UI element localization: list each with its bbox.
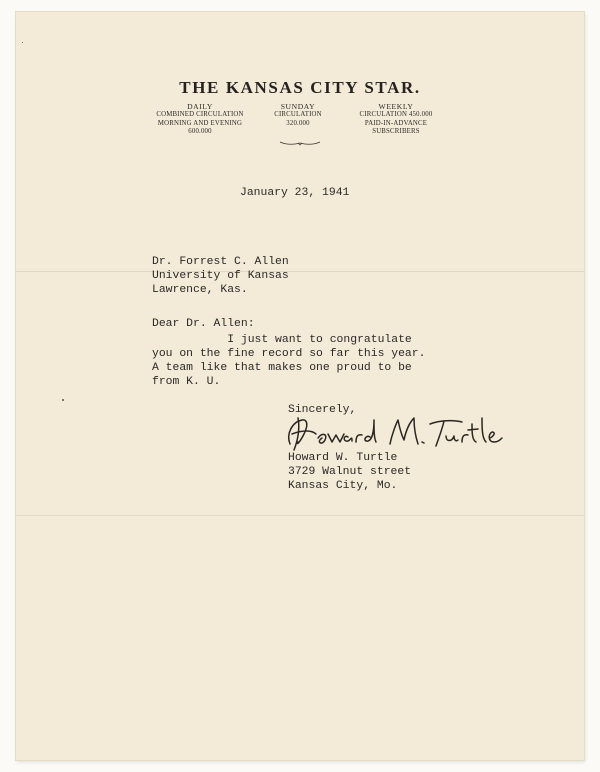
sunday-circulation-column: [258, 103, 338, 128]
paper-speck: [22, 42, 23, 43]
signer-block: [288, 451, 411, 493]
body-line: you on the fine record so far this year.: [152, 348, 426, 360]
complimentary-close: Sincerely,: [288, 404, 357, 416]
column-heading: SUNDAY: [280, 102, 316, 111]
body-line: A team like that makes one proud to be: [152, 362, 412, 374]
column-line: 320.000: [286, 119, 310, 127]
column-heading: DAILY: [187, 102, 213, 111]
signer-address-line: Kansas City, Mo.: [288, 480, 398, 492]
weekly-circulation-column: [342, 103, 450, 137]
column-line: CIRCULATION: [274, 111, 322, 119]
recipient-line: University of Kansas: [152, 270, 289, 282]
recipient-line: Dr. Forrest C. Allen: [152, 256, 289, 268]
column-line: PAID-IN-ADVANCE: [364, 119, 428, 127]
column-line: CIRCULATION 450.000: [359, 111, 433, 119]
letter-body: [152, 333, 425, 389]
letter-date: January 23, 1941: [240, 187, 350, 199]
signer-address-line: 3729 Walnut street: [288, 466, 412, 478]
fold-line: [16, 515, 584, 516]
newspaper-masthead: THE KANSAS CITY STAR.: [179, 78, 421, 97]
fold-line: [16, 271, 584, 272]
paper-speck: [62, 399, 64, 401]
salutation: Dear Dr. Allen:: [152, 318, 255, 330]
ornament-flourish: [278, 139, 322, 147]
recipient-address: [152, 255, 289, 297]
column-line: MORNING AND EVENING: [157, 119, 243, 127]
body-line: I just want to congratulate: [152, 334, 412, 346]
column-line: SUBSCRIBERS: [372, 128, 420, 136]
daily-circulation-column: [150, 103, 250, 137]
column-heading: WEEKLY: [378, 102, 414, 111]
recipient-line: Lawrence, Kas.: [152, 284, 248, 296]
body-line: from K. U.: [152, 376, 221, 388]
column-line: COMBINED CIRCULATION: [156, 111, 244, 119]
column-line: 600.000: [188, 128, 212, 136]
signer-name: Howard W. Turtle: [288, 452, 398, 464]
letter-sheet: [16, 12, 584, 760]
